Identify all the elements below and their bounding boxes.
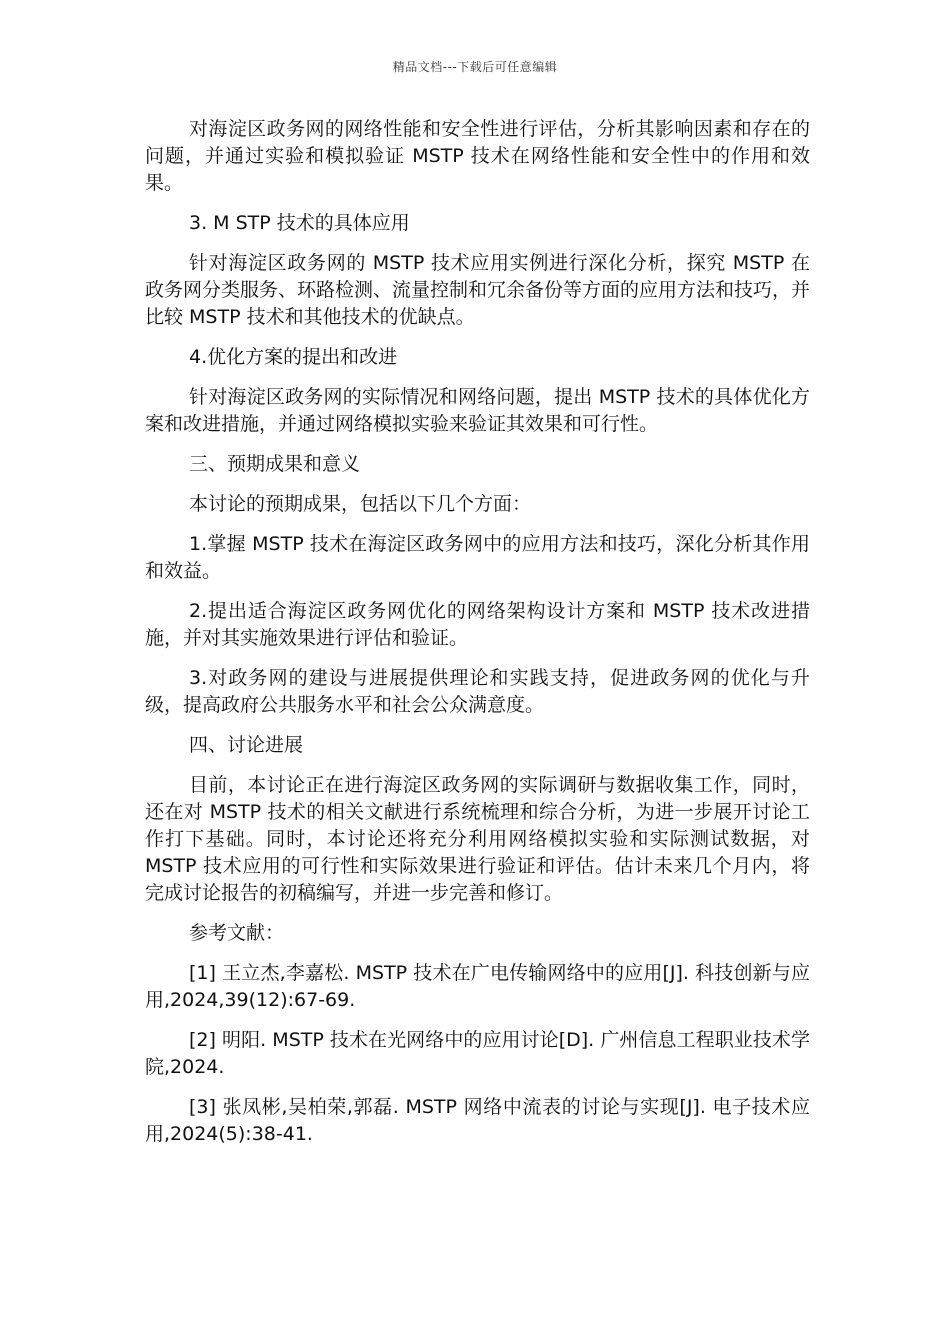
heading-mstp-application: 3. M STP 技术的具体应用 xyxy=(189,212,410,234)
reference-3: [3] 张凤彬,吴柏荣,郭磊. MSTP 网络中流表的讨论与实现[J]. 电子技术应用,2024(5):38-41. xyxy=(145,1096,810,1145)
list-item-result-2: 2.提出适合海淀区政务网优化的网络架构设计方案和 MSTP 技术改进措施，并对其实施效果进行评估和验证。 xyxy=(145,600,810,649)
heading-optimization: 4.优化方案的提出和改进 xyxy=(189,346,398,368)
heading-expected-results: 三、预期成果和意义 xyxy=(189,453,361,475)
heading-progress: 四、讨论进展 xyxy=(189,734,304,756)
paragraph-evaluation: 对海淀区政务网的网络性能和安全性进行评估，分析其影响因素和存在的问题，并通过实验和模拟验证 MSTP 技术在网络性能和安全性中的作用和效果。 xyxy=(145,118,810,194)
paragraph-optimization: 针对海淀区政务网的实际情况和网络问题，提出 MSTP 技术的具体优化方案和改进措施，并通过网络模拟实验来验证其效果和可行性。 xyxy=(145,386,810,435)
paragraph-expected-intro: 本讨论的预期成果，包括以下几个方面： xyxy=(189,493,532,515)
reference-1: [1] 王立杰,李嘉松. MSTP 技术在广电传输网络中的应用[J]. 科技创新与应用,2024,39(12):67-69. xyxy=(145,962,810,1011)
page-header: 精品文档---下载后可任意编辑 xyxy=(392,60,558,74)
paragraph-mstp-application: 针对海淀区政务网的 MSTP 技术应用实例进行深化分析，探究 MSTP 在政务网分类服务、环路检测、流量控制和冗余备份等方面的应用方法和技巧，并比较 MSTP 技术和其他技术的优缺点。 xyxy=(145,252,811,328)
heading-references: 参考文献： xyxy=(189,922,285,944)
paragraph-progress: 目前，本讨论正在进行海淀区政务网的实际调研与数据收集工作，同时，还在对 MSTP 技术的相关文献进行系统梳理和综合分析，为进一步展开讨论工作打下基础。同时，本讨论还将充分利用网络模拟实验和实际测试数据，对 MSTP 技术应用的可行性和实际效果进行验证和评估。估计未来几个月内，将完成讨论报告的初稿编写，并进一步完善和修订。 xyxy=(145,774,810,904)
list-item-result-1: 1.掌握 MSTP 技术在海淀区政务网中的应用方法和技巧，深化分析其作用和效益。 xyxy=(145,533,810,582)
document-body xyxy=(145,116,810,1161)
reference-2: [2] 明阳. MSTP 技术在光网络中的应用讨论[D]. 广州信息工程职业技术学院,2024. xyxy=(145,1029,810,1078)
list-item-result-3: 3.对政务网的建设与进展提供理论和实践支持，促进政务网的优化与升级，提高政府公共服务水平和社会公众满意度。 xyxy=(145,667,810,716)
